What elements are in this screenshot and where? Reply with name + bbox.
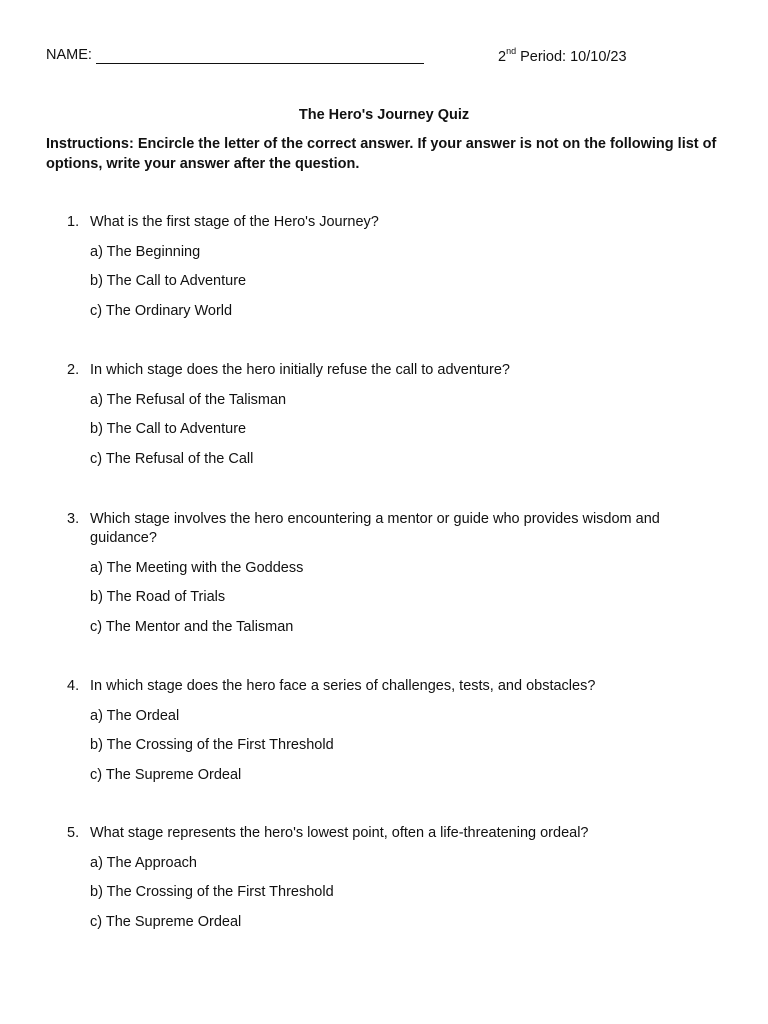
- option-c: c) The Ordinary World: [90, 302, 233, 319]
- question-1: [46, 213, 726, 321]
- question-text-row: [46, 677, 726, 696]
- question-4: [46, 677, 726, 785]
- question-5: [46, 824, 726, 932]
- option-b: b) The Call to Adventure: [90, 421, 247, 437]
- option-b: b) The Crossing of the First Threshold: [90, 884, 334, 900]
- option-a: a) The Ordeal: [90, 707, 180, 724]
- question-text-row: [46, 824, 726, 843]
- option-c: c) The Supreme Ordeal: [90, 913, 242, 930]
- question-3: [46, 510, 726, 637]
- question-text: In which stage does the hero initially refuse the call to adventure?: [90, 362, 510, 378]
- option-c: c) The Refusal of the Call: [90, 450, 254, 467]
- question-text-row: [46, 213, 726, 232]
- question-number: 5.: [67, 825, 80, 841]
- option-c: c) The Supreme Ordeal: [90, 766, 242, 783]
- instructions: Instructions: Encircle the letter of the correct answer. If your answer is not on the following list of options, write your answer after the question.: [46, 136, 717, 172]
- option-a: a) The Meeting with the Goddess: [90, 559, 304, 576]
- name-label: NAME:: [46, 47, 92, 63]
- page-title: The Hero's Journey Quiz: [298, 107, 470, 123]
- period-date: [498, 46, 627, 67]
- question-text: In which stage does the hero face a series of challenges, tests, and obstacles?: [90, 678, 596, 694]
- question-number: 3.: [67, 511, 80, 527]
- option-a: a) The Approach: [90, 854, 197, 871]
- question-text-row: [46, 510, 726, 548]
- header-row: [46, 46, 728, 68]
- question-text-row: [46, 361, 726, 380]
- period-ordinal-suffix: nd: [506, 46, 517, 56]
- option-b: b) The Road of Trials: [90, 589, 226, 605]
- question-number: 4.: [67, 678, 80, 694]
- question-text: Which stage involves the hero encountering a mentor or guide who provides wisdom and guidance?: [90, 511, 660, 546]
- option-c: c) The Mentor and the Talisman: [90, 618, 294, 635]
- question-2: [46, 361, 726, 469]
- option-b: b) The Crossing of the First Threshold: [90, 737, 334, 753]
- question-number: 2.: [67, 362, 80, 378]
- option-b: b) The Call to Adventure: [90, 273, 247, 289]
- period-text: Period: 10/10/23: [516, 48, 627, 65]
- name-blank-line: [96, 63, 424, 64]
- question-number: 1.: [67, 214, 80, 230]
- option-a: a) The Beginning: [90, 243, 201, 260]
- period-ordinal: 2: [498, 48, 507, 65]
- option-a: a) The Refusal of the Talisman: [90, 391, 287, 408]
- question-text: What stage represents the hero's lowest point, often a life-threatening ordeal?: [90, 825, 589, 841]
- question-text: What is the first stage of the Hero's Journey?: [90, 214, 379, 230]
